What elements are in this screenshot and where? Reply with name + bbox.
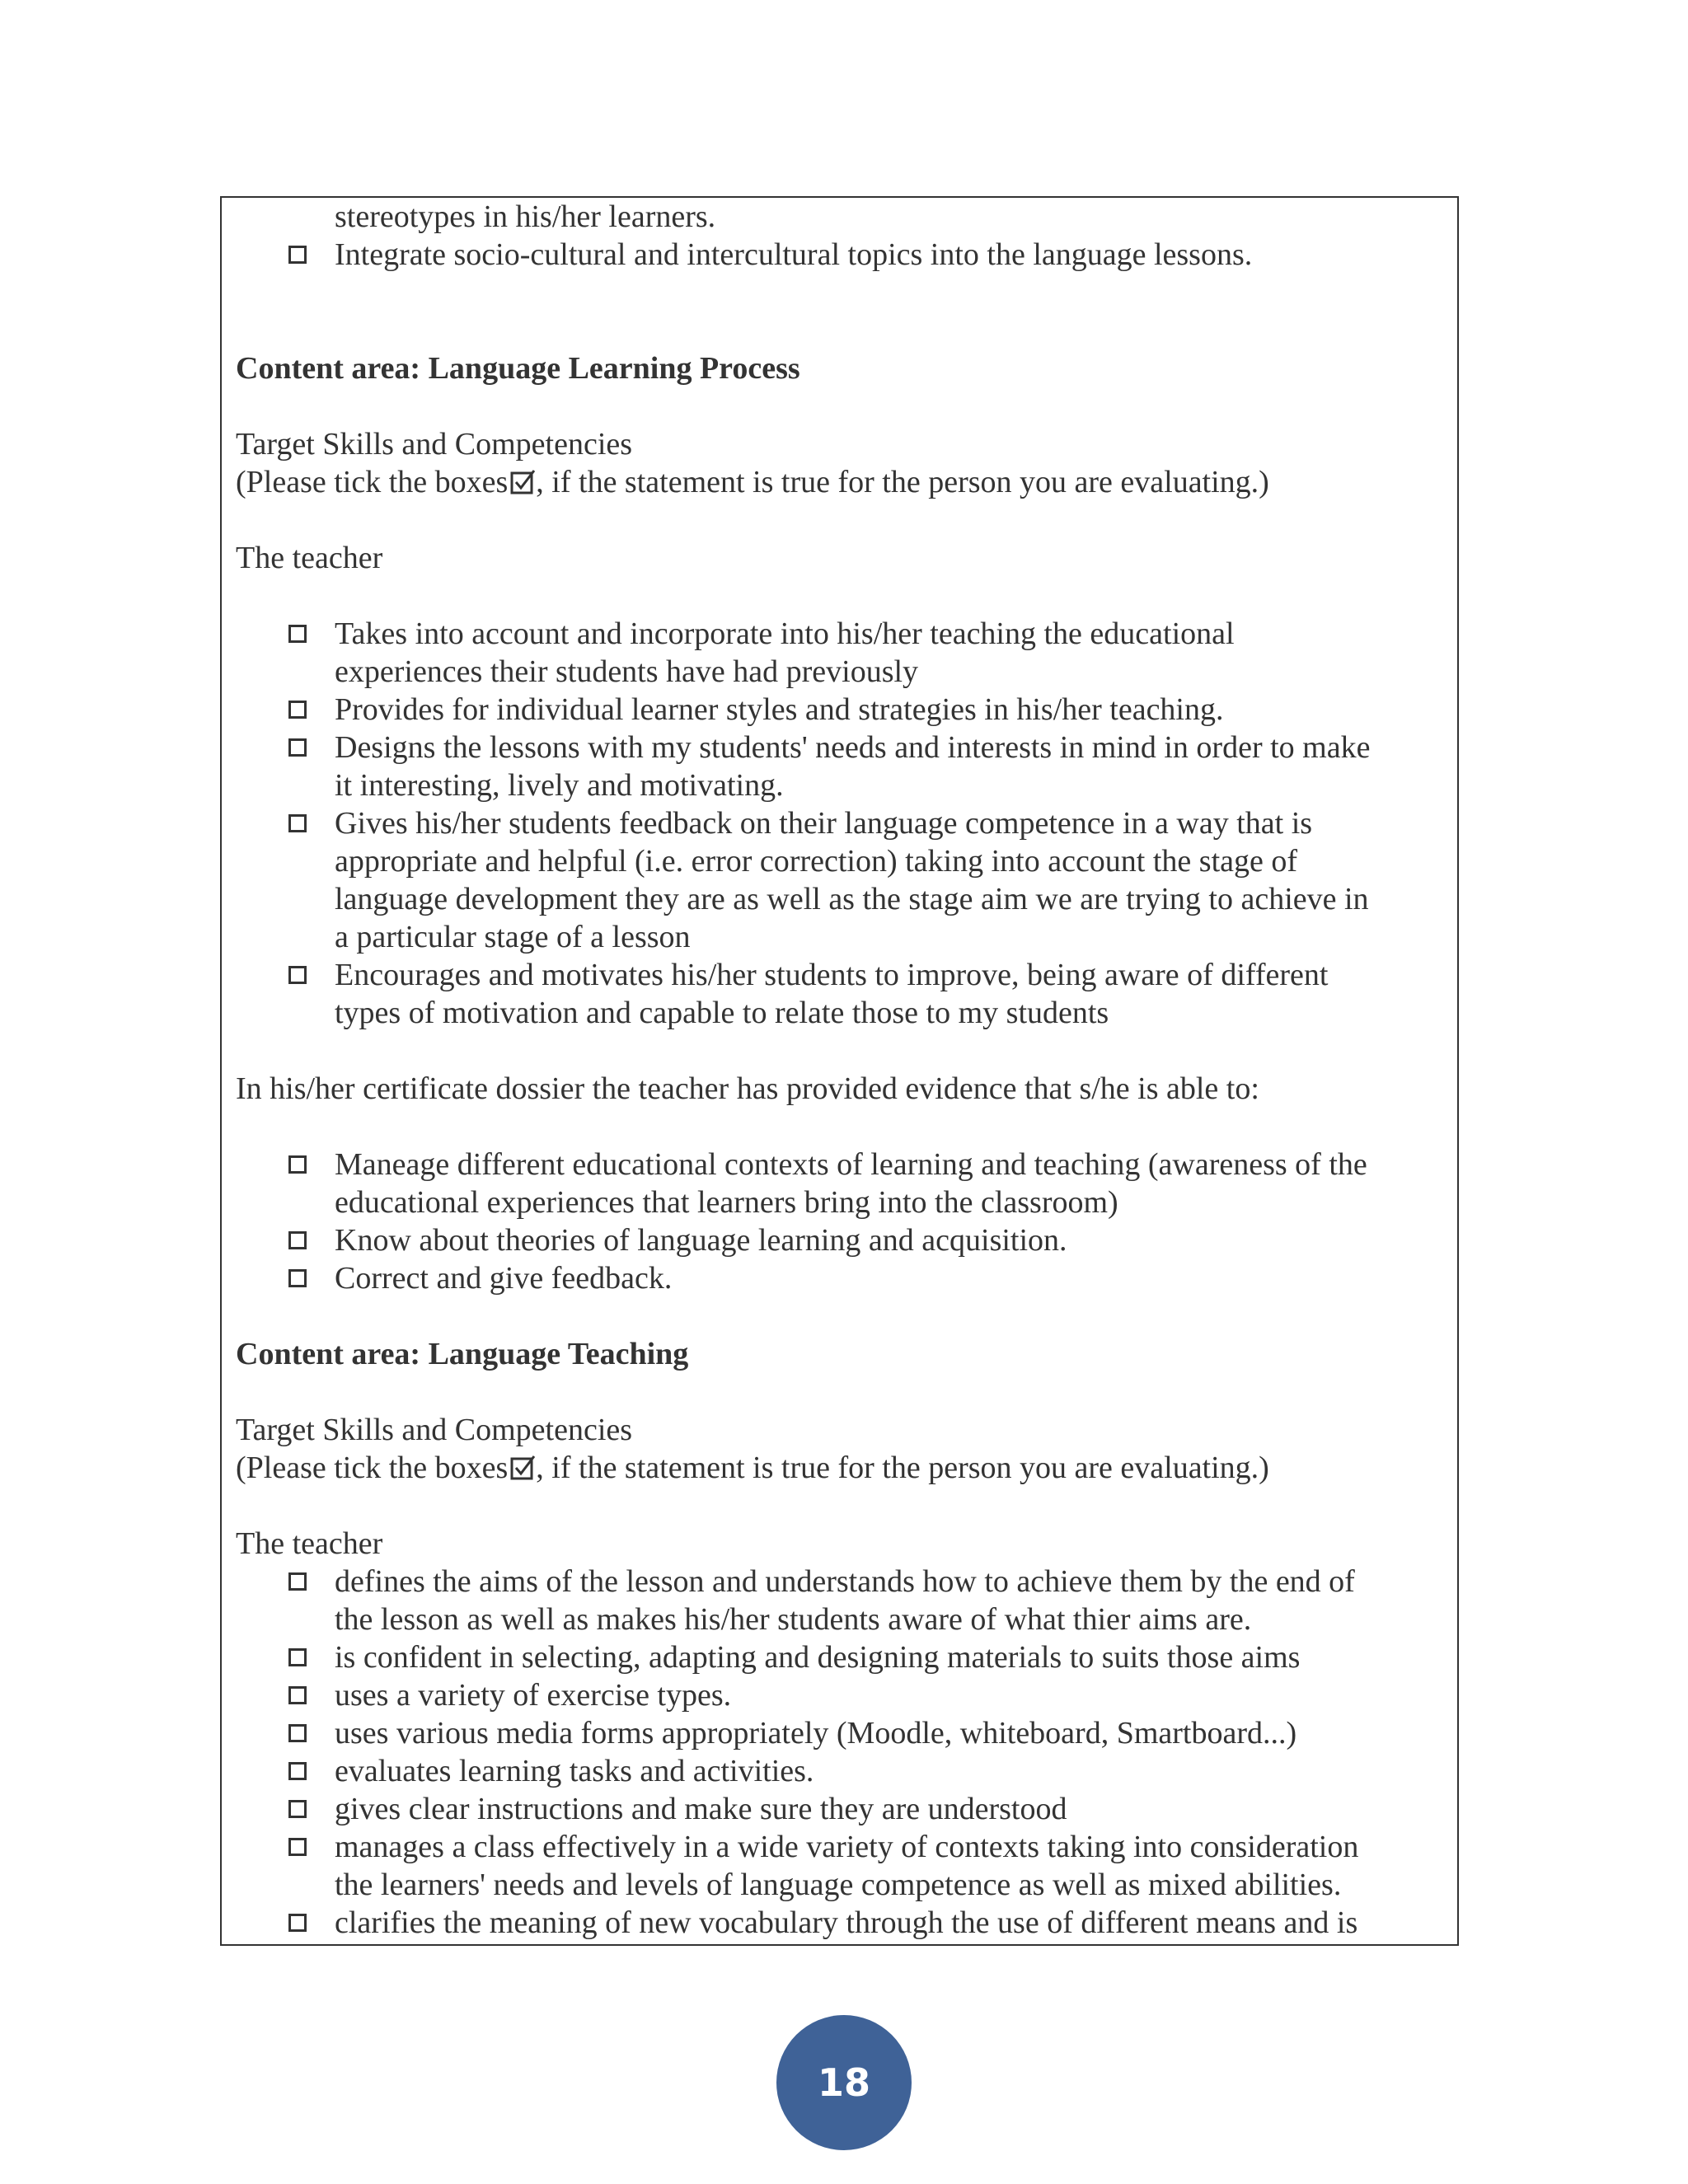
checklist xyxy=(236,1563,1437,1942)
checklist-item xyxy=(236,956,1437,1032)
checklist-item-text: uses various media forms appropriately (Moodle, whiteboard, Smartboard...) xyxy=(335,1716,1297,1750)
checklist-item-text: it interesting, lively and motivating. xyxy=(335,768,784,803)
checkbox-icon[interactable] xyxy=(288,1686,307,1704)
checklist-item-text: appropriate and helpful (i.e. error correction) taking into account the stage of xyxy=(335,844,1298,879)
section-heading: Content area: Language Teaching xyxy=(236,1337,689,1371)
checklist-item xyxy=(236,1904,1437,1942)
checkbox-icon[interactable] xyxy=(288,701,307,719)
checklist-item xyxy=(236,1146,1437,1221)
document-body xyxy=(236,198,1437,1942)
checklist-item xyxy=(236,804,1437,956)
teacher-label: The teacher xyxy=(236,541,383,575)
checkbox-icon[interactable] xyxy=(288,1269,307,1287)
target-skills-label: Target Skills and Competencies xyxy=(236,1413,633,1447)
checkbox-icon[interactable] xyxy=(288,1762,307,1780)
checkbox-icon[interactable] xyxy=(288,1914,307,1932)
checkbox-icon[interactable] xyxy=(288,738,307,757)
checklist-item xyxy=(236,1676,1437,1714)
content-frame xyxy=(220,196,1459,1946)
checklist-item-text: Takes into account and incorporate into his/her teaching the educational xyxy=(335,616,1235,651)
checklist-item-text: is confident in selecting, adapting and designing materials to suits those aims xyxy=(335,1640,1301,1675)
checklist-item-text: gives clear instructions and make sure they are understood xyxy=(335,1792,1067,1826)
checklist-item-text: evaluates learning tasks and activities. xyxy=(335,1754,814,1788)
checklist-item xyxy=(236,1259,1437,1297)
checkbox-icon[interactable] xyxy=(288,1572,307,1591)
checked-box-icon xyxy=(509,1455,536,1481)
evidence-checklist xyxy=(236,1146,1437,1297)
checklist-item-text: Designs the lessons with my students' needs and interests in mind in order to make xyxy=(335,730,1371,765)
checklist-item xyxy=(236,1714,1437,1752)
checklist-item-text: experiences their students have had previously xyxy=(335,654,919,689)
checklist-item xyxy=(236,1563,1437,1638)
checklist-item xyxy=(236,691,1437,729)
evidence-label: In his/her certificate dossier the teacher has provided evidence that s/he is able to: xyxy=(236,1071,1259,1106)
checklist-item-text: defines the aims of the lesson and understands how to achieve them by the end of xyxy=(335,1564,1355,1599)
checklist-item xyxy=(236,1828,1437,1904)
section-heading: Content area: Language Learning Process xyxy=(236,351,800,386)
checklist-item-text: clarifies the meaning of new vocabulary through the use of different means and is xyxy=(335,1905,1358,1940)
checklist-item-text: a particular stage of a lesson xyxy=(335,920,691,954)
checkbox-icon[interactable] xyxy=(288,1838,307,1856)
checklist-item-text: the learners' needs and levels of language competence as well as mixed abilities. xyxy=(335,1868,1342,1902)
checkbox-icon[interactable] xyxy=(288,1155,307,1174)
checklist-item-text: Provides for individual learner styles and strategies in his/her teaching. xyxy=(335,692,1224,727)
instruction-text: (Please tick the boxes , if the statement is true for the person you are evaluating.) xyxy=(236,1451,1269,1485)
checklist-item-text: types of motivation and capable to relate those to my students xyxy=(335,996,1109,1030)
checklist-item xyxy=(236,236,1437,274)
checklist-item xyxy=(236,1221,1437,1259)
continuation-line: stereotypes in his/her learners. xyxy=(335,199,716,234)
target-skills-label: Target Skills and Competencies xyxy=(236,427,633,462)
page-number-badge: 18 xyxy=(776,2015,912,2150)
teacher-label: The teacher xyxy=(236,1526,383,1561)
checkbox-icon[interactable] xyxy=(288,1724,307,1742)
checklist xyxy=(236,615,1437,1032)
checklist-item xyxy=(236,1638,1437,1676)
checkbox-icon[interactable] xyxy=(288,814,307,832)
checklist-item-text: Encourages and motivates his/her students to improve, being aware of different xyxy=(335,958,1329,992)
checklist-item-text: the lesson as well as makes his/her students aware of what thier aims are. xyxy=(335,1602,1252,1637)
checkbox-icon[interactable] xyxy=(288,246,307,264)
checklist-item-text: manages a class effectively in a wide variety of contexts taking into consideration xyxy=(335,1830,1359,1864)
checklist-item xyxy=(236,729,1437,804)
checkbox-icon[interactable] xyxy=(288,1648,307,1666)
checked-box-icon xyxy=(509,469,536,495)
checkbox-icon[interactable] xyxy=(288,1800,307,1818)
checklist-item-text: Maneage different educational contexts of learning and teaching (awareness of the xyxy=(335,1147,1367,1182)
checklist-item-text: language development they are as well as the stage aim we are trying to achieve in xyxy=(335,882,1369,916)
checklist-item xyxy=(236,1752,1437,1790)
checklist-item-text: educational experiences that learners bring into the classroom) xyxy=(335,1185,1118,1220)
checkbox-icon[interactable] xyxy=(288,625,307,643)
checklist-item-text: uses a variety of exercise types. xyxy=(335,1678,732,1713)
checklist-item-text: Know about theories of language learning and acquisition. xyxy=(335,1223,1067,1258)
checklist-item xyxy=(236,615,1437,691)
checkbox-icon[interactable] xyxy=(288,1231,307,1249)
checklist-item-text: Gives his/her students feedback on their language competence in a way that is xyxy=(335,806,1313,841)
checklist-item-text: Integrate socio-cultural and intercultural topics into the language lessons. xyxy=(335,237,1253,272)
checkbox-icon[interactable] xyxy=(288,966,307,984)
checklist-item-text: Correct and give feedback. xyxy=(335,1261,673,1296)
checklist-item xyxy=(236,1790,1437,1828)
instruction-text: (Please tick the boxes , if the statement is true for the person you are evaluating.) xyxy=(236,465,1269,499)
